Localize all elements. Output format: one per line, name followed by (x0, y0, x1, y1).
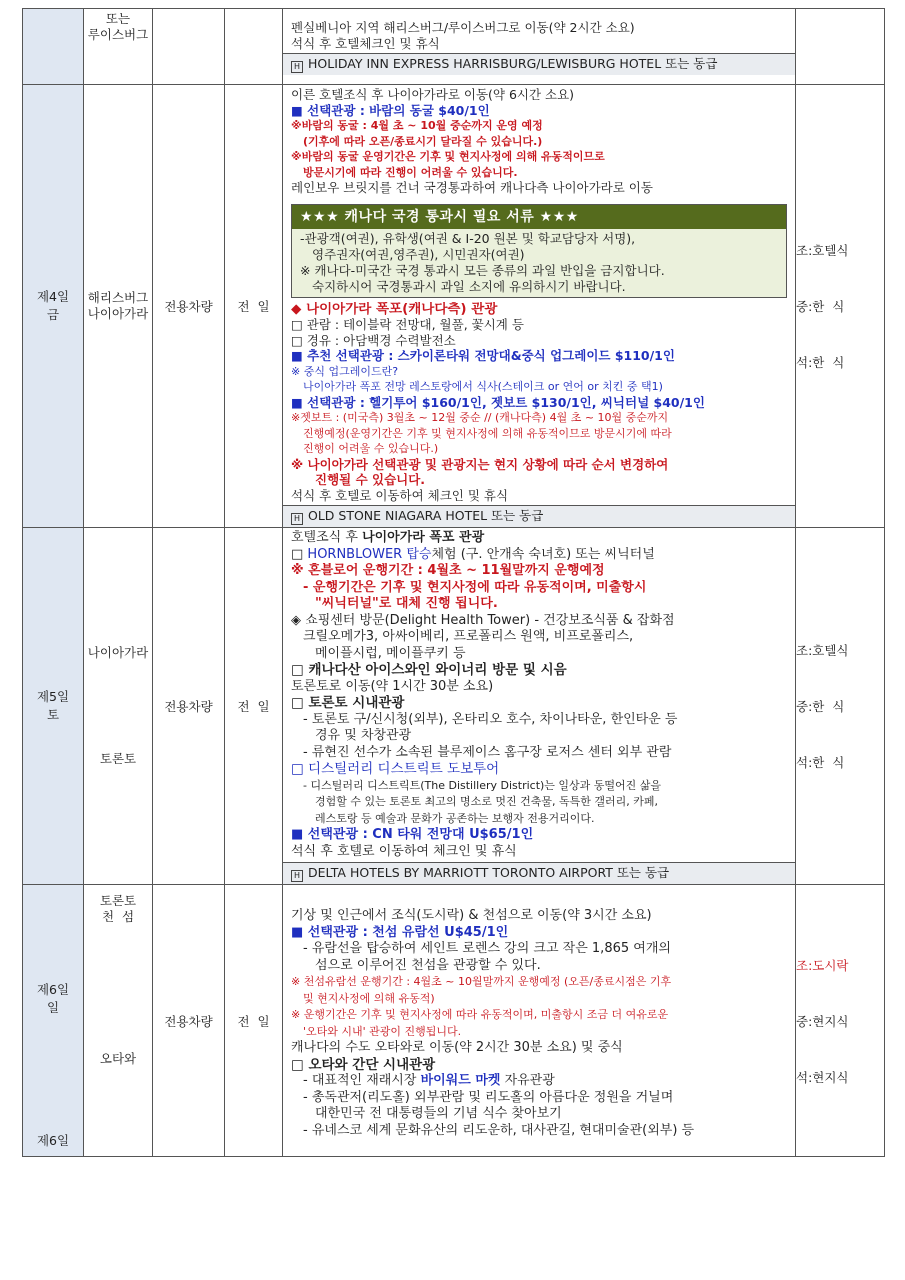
day5-line: - 디스틸러리 디스트릭트(The Distillery District)는 일상과 동떨어진 삶을 (303, 778, 662, 792)
border-documents-line: ※ 캐나다-미국간 국경 통과시 모든 종류의 과일 반입을 금지합니다. (300, 262, 665, 278)
day4-line: 이른 호텔조식 후 나이아가라로 이동(약 6시간 소요) (291, 87, 575, 102)
day4-hotel (283, 505, 795, 527)
day6-line: 대한민국 전 대통령들의 기념 식수 찾아보기 (315, 1106, 562, 1121)
day5-city-1: 나이아가라 (87, 645, 149, 660)
day6-line (291, 1073, 791, 1090)
day4-line: ※ 나이아가라 선택관광 및 관광지는 현지 상황에 따라 순서 변경하여 (291, 456, 669, 472)
day5-line (291, 530, 791, 547)
day5-row (23, 528, 885, 885)
day6-meal-lunch: 중:현지식 (796, 1013, 849, 1029)
day5-day: 제5일 (36, 689, 70, 704)
day5-line-text: 나이아가라 폭포 관광 (362, 530, 485, 545)
day4-line: (기후에 따라 오픈/종료시기 달라질 수 있습니다.) (303, 134, 543, 148)
day4-line: ■ 선택관광 : 헬기투어 $160/1인, 젯보트 $130/1인, 씨닉터널 $40/1인 (291, 394, 705, 410)
day4-transport: 전용차량 (153, 85, 225, 528)
day6-line: 기상 및 인근에서 조식(도시락) & 천섬으로 이동(약 3시간 소요) (291, 908, 652, 923)
day3-city (84, 9, 153, 85)
day4-line: 진행예정(운영기간은 기후 및 현지사정에 의해 유동적이므로 방문시기에 따라 (303, 426, 672, 440)
day5-line: □ 캐나다산 아이스와인 와이너리 방문 및 시음 (291, 662, 567, 678)
day4-hotel-name: OLD STONE NIAGARA HOTEL 또는 동급 (308, 508, 544, 523)
day4-weekday: 금 (46, 307, 60, 322)
border-documents-line: -관광객(여권), 유학생(여권 & I-20 원본 및 학교담당자 서명), (300, 230, 636, 246)
day4-city-2: 나이아가라 (87, 306, 149, 321)
day4-line: ■ 선택관광 : 바람의 동굴 $40/1인 (291, 102, 490, 118)
day4-line: ※바람의 동굴 : 4월 초 ~ 10월 중순까지 운영 예정 (291, 119, 543, 132)
day5-line-text: 체험 (구. 안개속 숙녀호) 또는 씨닉터널 (431, 546, 655, 562)
day4-line: 석식 후 호텔로 이동하여 체크인 및 휴식 (291, 487, 509, 503)
day5-line-text: 호텔조식 후 (291, 530, 363, 545)
day5-line: - 토론토 구/신시청(외부), 온타리오 호수, 차이나타운, 한인타운 등 (303, 711, 678, 727)
day6-line: ■ 선택관광 : 천섬 유람선 U$45/1인 (291, 924, 509, 940)
day5-line: 석식 후 호텔로 이동하여 체크인 및 휴식 (291, 843, 517, 859)
day6-transport: 전용차량 (153, 885, 225, 1157)
day5-meal-breakfast: 조:호텔식 (796, 643, 849, 658)
day5-meal-lunch: 중:한 식 (796, 699, 845, 714)
hotel-icon: H (291, 61, 303, 73)
day6-city-1: 토론토 (99, 893, 137, 908)
day3-hotel-name: HOLIDAY INN EXPRESS HARRISBURG/LEWISBURG HOTEL 또는 동급 (308, 56, 718, 71)
day4-content (283, 85, 796, 528)
day5-line: 메이플시럽, 메이플쿠키 등 (315, 645, 466, 661)
day6-day-cell (23, 885, 84, 1157)
itinerary-table (22, 8, 885, 1157)
day5-line: 토론토로 이동(약 1시간 30분 소요) (291, 678, 494, 694)
border-documents-line: 영주권자(여권,영주권), 시민권자(여권) (312, 246, 525, 262)
day6-line-text: - 대표적인 재래시장 (303, 1073, 421, 1088)
day6-row (23, 885, 885, 1157)
day4-city-1: 해리스버그 (87, 290, 149, 305)
border-documents-title: ★★★ 캐나다 국경 통과시 필요 서류 ★★★ (292, 205, 786, 229)
day4-line: ◆ 나이아가라 폭포(캐나다측) 관광 (291, 301, 498, 317)
day6-meal-dinner: 석:현지식 (796, 1069, 849, 1085)
day5-line: ※ 혼블로어 운행기간 : 4월초 ~ 11월말까지 운행예정 (291, 563, 605, 578)
day6-line: 섬으로 이루어진 천섬을 관광할 수 있다. (315, 957, 541, 973)
day6-line: ※ 운행기간은 기후 및 현지사정에 따라 유동적이며, 미출항시 조금 더 여유로운 (291, 1008, 669, 1021)
day3-line-2: 석식 후 호텔체크인 및 휴식 (291, 35, 440, 51)
day4-meal-lunch: 중:한 식 (796, 299, 845, 314)
day3-meals (796, 9, 885, 85)
day6-line: ※ 천섬유람선 운행기간 : 4월초 ~ 10월말까지 운행예정 (오픈/종료시점은 기후 (291, 975, 672, 988)
day6-meal-breakfast: 조:도시락 (796, 957, 849, 973)
day5-line: "씨닉터널"로 대체 진행 됩니다. (315, 596, 498, 611)
day4-meal-dinner: 석:한 식 (796, 355, 845, 370)
day4-line: ※바람의 동굴 운영기간은 기후 및 현지사정에 의해 유동적이므로 (291, 150, 605, 163)
day5-line: ■ 선택관광 : CN 타워 전망대 U$65/1인 (291, 827, 534, 842)
border-documents-box (291, 204, 787, 298)
day6-line: - 유람선을 탑승하여 세인트 로렌스 강의 크고 작은 1,865 여개의 (303, 941, 671, 956)
day5-line: 경험할 수 있는 토론토 최고의 명소로 멋진 건축물, 독특한 갤러리, 카페, (315, 795, 658, 808)
day5-line: 경유 및 차창관광 (315, 728, 412, 743)
day6-day-repeat: 제6일 (36, 1133, 70, 1148)
day5-line (291, 547, 791, 564)
day5-time: 전 일 (225, 528, 283, 885)
day4-line: □ 경유 : 아담백경 수력발전소 (291, 332, 456, 348)
day3-hotel (283, 53, 795, 75)
hotel-icon: H (291, 513, 303, 525)
day5-line: - 류현진 선수가 소속된 블루제이스 홈구장 로저스 센터 외부 관람 (303, 744, 672, 760)
day3-time (225, 9, 283, 85)
day4-row (23, 85, 885, 528)
day6-city (84, 885, 153, 1157)
day5-line: ◈ 쇼핑센터 방문(Delight Health Tower) - 건강보조식품 & 잡화점 (291, 612, 675, 628)
day6-meals (796, 885, 885, 1157)
day6-weekday: 일 (46, 1000, 60, 1015)
day5-line: □ 디스틸러리 디스트릭트 도보투어 (291, 761, 500, 777)
day6-city-3: 오타와 (99, 1051, 137, 1066)
day4-line: ■ 추천 선택관광 : 스카이론타워 전망대&중식 업그레이드 $110/1인 (291, 348, 675, 363)
day5-line: □ 토론토 시내관광 (291, 695, 405, 711)
day5-hotel-name: DELTA HOTELS BY MARRIOTT TORONTO AIRPORT 또는 동급 (308, 865, 670, 880)
day6-line: 캐나다의 수도 오타와로 이동(약 2시간 30분 소요) 및 중식 (291, 1040, 623, 1055)
day5-city (84, 528, 153, 885)
border-documents-line: 숙지하시어 국경통과시 과일 소지에 유의하시기 바랍니다. (312, 278, 626, 294)
day5-line: 크릴오메가3, 아싸이베리, 프로폴리스 원액, 비프로폴리스, (303, 629, 634, 644)
day4-city (84, 85, 153, 528)
day4-line: 진행될 수 있습니다. (315, 472, 426, 487)
day4-day-cell (23, 85, 84, 528)
day4-line: 나이아가라 폭포 전망 레스토랑에서 식사(스테이크 or 연어 or 치킨 중 택1) (303, 380, 663, 393)
day4-line: ※젯보트 : (미국측) 3월초 ~ 12월 중순 // (캐나다측) 4월 초 ~ 10월 중순까지 (291, 411, 669, 424)
day5-day-cell (23, 528, 84, 885)
day3-city-text: 또는 루이스버그 (87, 11, 149, 42)
day6-line-text: 바이워드 마켓 (420, 1073, 501, 1088)
day5-content (283, 528, 796, 885)
day5-line-text: □ (291, 546, 308, 562)
day4-line: 레인보우 브릿지를 건너 국경통과하여 캐나다측 나이아가라로 이동 (291, 180, 653, 195)
day3-day-cell (23, 9, 84, 85)
day6-line-text: 자유관광 (500, 1073, 555, 1088)
day4-line: 진행이 어려울 수 있습니다.) (303, 442, 439, 455)
day6-line: 및 현지사정에 의해 유동적) (303, 991, 435, 1005)
day6-content (283, 885, 796, 1157)
day4-day: 제4일 (36, 289, 70, 304)
day4-meal-breakfast: 조:호텔식 (796, 243, 849, 258)
day6-line: - 총독관저(리도홀) 외부관람 및 리도홀의 아름다운 정원을 거닐며 (303, 1089, 674, 1105)
day6-day: 제6일 (36, 982, 70, 997)
day5-line-text: HORNBLOWER 탑승 (307, 546, 432, 562)
day3-transport (153, 9, 225, 85)
day6-time: 전 일 (225, 885, 283, 1157)
hotel-icon: H (291, 870, 303, 882)
day4-meals (796, 85, 885, 528)
day4-time: 전 일 (225, 85, 283, 528)
day5-line: - 운행기간은 기후 및 현지사정에 따라 유동적이며, 미출항시 (303, 579, 647, 595)
day3-line-1: 펜실베니아 지역 해리스버그/루이스버그로 이동(약 2시간 소요) (291, 20, 635, 35)
day5-line: 레스토랑 등 예술과 문화가 공존하는 보행자 전용거리이다. (315, 811, 595, 825)
day5-meal-dinner: 석:한 식 (796, 755, 845, 770)
day3-content (283, 9, 796, 85)
day6-line: □ 오타와 간단 시내관광 (291, 1056, 436, 1073)
day5-meals (796, 528, 885, 885)
day6-line: - 유네스코 세계 문화유산의 리도운하, 대사관길, 현대미술관(외부) 등 (303, 1122, 695, 1138)
day6-line: '오타와 시내' 관광이 진행됩니다. (303, 1024, 462, 1038)
day5-hotel (283, 862, 795, 884)
day5-transport: 전용차량 (153, 528, 225, 885)
day5-weekday: 토 (46, 707, 60, 722)
day4-line: 방문시기에 따라 진행이 어려울 수 있습니다. (303, 165, 518, 179)
day6-city-2: 천 섬 (101, 909, 135, 924)
day4-line: ※ 중식 업그레이드란? (291, 364, 399, 378)
day5-city-2: 토론토 (99, 751, 137, 766)
day3-row (23, 9, 885, 85)
day4-line: □ 관람 : 테이블락 전망대, 월풀, 꽃시계 등 (291, 317, 524, 332)
